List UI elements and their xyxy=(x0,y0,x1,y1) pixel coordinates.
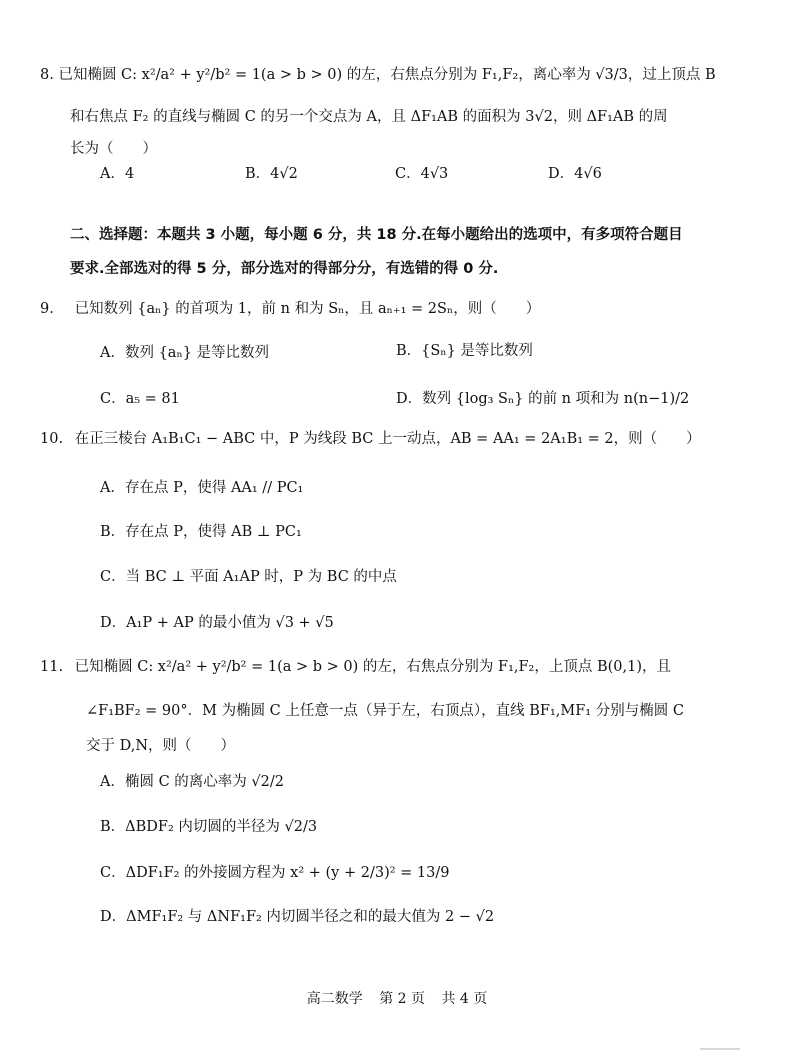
page-footer xyxy=(0,988,794,1008)
q10-number: 10. xyxy=(40,431,64,447)
q11-line1 xyxy=(40,656,671,678)
q9-option-d: D．数列 {log₃ Sₙ} 的前 n 项和为 n(n−1)/2 xyxy=(396,391,690,407)
q8-option-b: B．4√2 xyxy=(245,166,298,182)
q11-option-b: B．ΔBDF₂ 内切圆的半径为 √2/3 xyxy=(100,819,318,835)
q9-option-c: C．a₅ = 81 xyxy=(100,391,180,407)
q8-line1 xyxy=(40,64,716,86)
q11-text-1: 已知椭圆 C: x²/a² + y²/b² = 1(a > b > 0) 的左，右焦点分别为 F₁,F₂，上顶点 B(0,1)，且 xyxy=(74,659,671,675)
q8-number: 8. xyxy=(40,67,54,83)
footer-total-pages: 共 4 页 xyxy=(441,991,488,1007)
q8-line2: 和右焦点 F₂ 的直线与椭圆 C 的另一个交点为 A，且 ΔF₁AB 的面积为 3√2，则 ΔF₁AB 的周 xyxy=(70,109,668,125)
q10-option-d: D．A₁P + AP 的最小值为 √3 + √5 xyxy=(100,615,334,631)
q9-number: 9. xyxy=(40,301,54,317)
q11-option-a: A．椭圆 C 的离心率为 √2/2 xyxy=(100,774,284,790)
q10-option-a: A．存在点 P，使得 AA₁ // PC₁ xyxy=(100,480,304,496)
q11-line3: 交于 D,N，则（ ） xyxy=(86,738,236,754)
q11-option-c: C．ΔDF₁F₂ 的外接圆方程为 x² + (y + 2/3)² = 13/9 xyxy=(100,865,450,881)
q9-stem-line xyxy=(40,298,540,320)
q8-line3: 长为（ ） xyxy=(70,141,157,157)
q10-stem: 在正三棱台 A₁B₁C₁ − ABC 中，P 为线段 BC 上一动点，AB = AA₁ = 2A₁B₁ = 2，则（ ） xyxy=(74,431,701,447)
section-2-heading: 二、选择题：本题共 3 小题，每小题 6 分，共 18 分.在每小题给出的选项中，有多项符合题目 xyxy=(70,227,683,243)
footer-subject: 高二数学 xyxy=(306,991,363,1007)
q11-line2: ∠F₁BF₂ = 90°．M 为椭圆 C 上任意一点（异于左，右顶点），直线 BF₁,MF₁ 分别与椭圆 C xyxy=(86,703,684,719)
q10-stem-line xyxy=(40,428,701,450)
q9-option-b: B．{Sₙ} 是等比数列 xyxy=(396,343,533,359)
q8-text-1: 已知椭圆 C: x²/a² + y²/b² = 1(a > b > 0) 的左，右焦点分别为 F₁,F₂，离心率为 √3/3，过上顶点 B xyxy=(58,67,716,83)
q11-option-d: D．ΔMF₁F₂ 与 ΔNF₁F₂ 内切圆半径之和的最大值为 2 − √2 xyxy=(100,909,495,925)
scan-artifact-divider xyxy=(700,1048,740,1050)
section-2-instructions: 要求.全部选对的得 5 分，部分选对的得部分分，有选错的得 0 分. xyxy=(70,261,499,277)
q8-option-c: C．4√3 xyxy=(395,166,449,182)
q11-number: 11. xyxy=(40,659,64,675)
footer-page-number: 第 2 页 xyxy=(379,991,425,1007)
q8-option-d: D．4√6 xyxy=(548,166,602,182)
q9-stem: 已知数列 {aₙ} 的首项为 1，前 n 和为 Sₙ，且 aₙ₊₁ = 2Sₙ，则（ ） xyxy=(74,301,541,317)
q10-option-b: B．存在点 P，使得 AB ⊥ PC₁ xyxy=(100,524,302,540)
q9-option-a: A．数列 {aₙ} 是等比数列 xyxy=(100,345,270,361)
q8-option-a: A．4 xyxy=(100,166,135,182)
q10-option-c: C．当 BC ⊥ 平面 A₁AP 时，P 为 BC 的中点 xyxy=(100,569,397,585)
